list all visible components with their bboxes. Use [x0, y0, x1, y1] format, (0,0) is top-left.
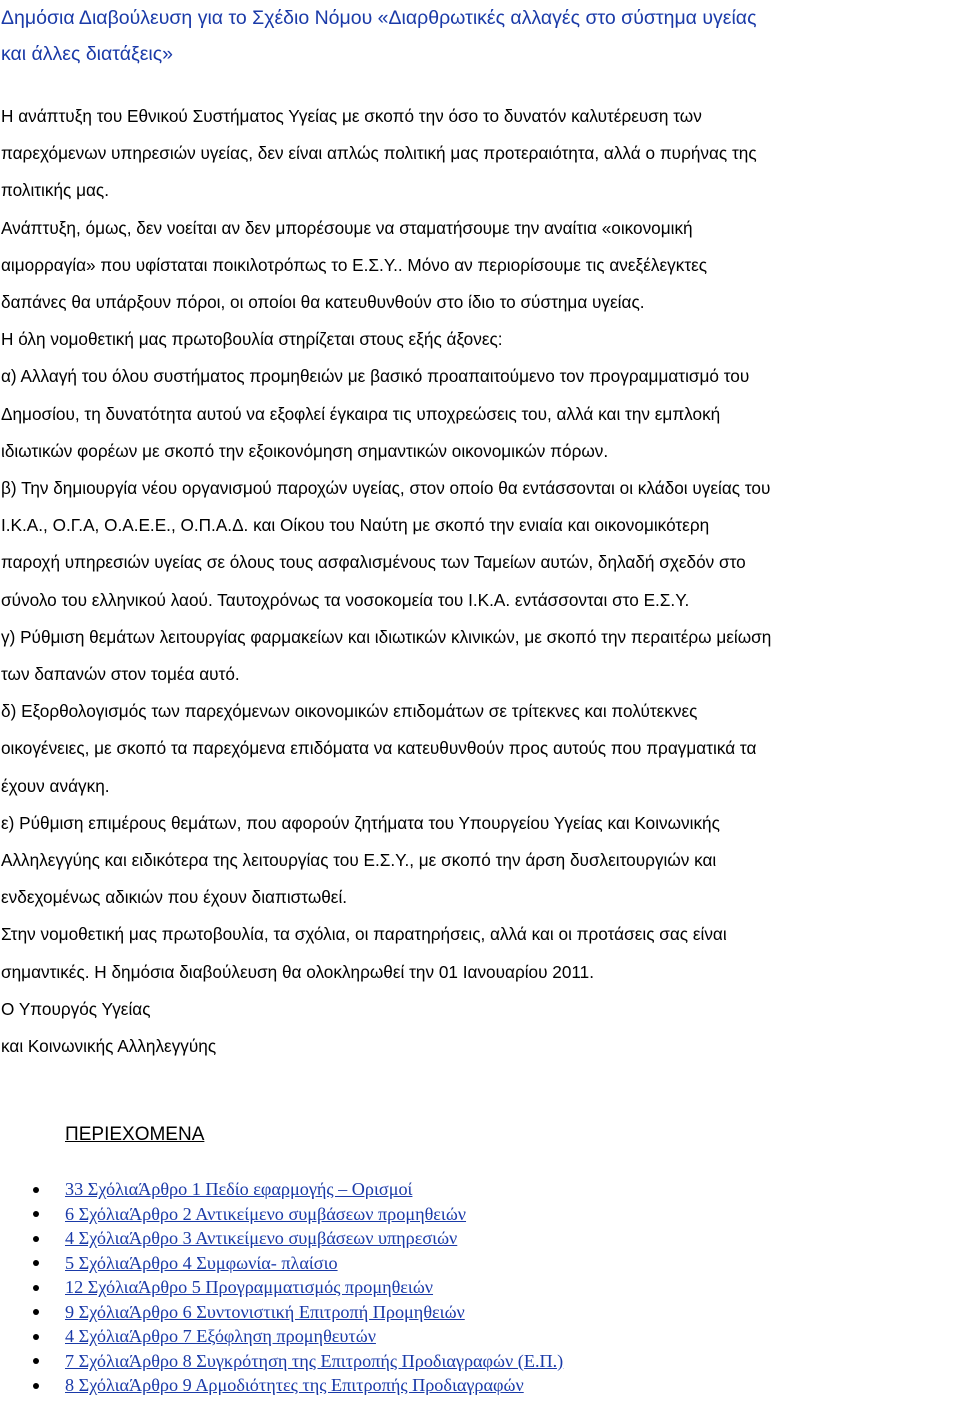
- body-line: ε) Ρύθμιση επιμέρους θεμάτων, που αφορούν ζητήματα του Υπουργείου Υγείας και Κοινωνικής: [1, 812, 720, 833]
- list-item: [65, 1349, 960, 1374]
- list-item: [65, 1251, 960, 1276]
- list-item: [65, 1177, 960, 1202]
- body-line: δ) Εξορθολογισμός των παρεχόμενων οικονομικών επιδομάτων σε τρίτεκνες και πολύτεκνες: [1, 701, 698, 722]
- body-line: γ) Ρύθμιση θεμάτων λειτουργίας φαρμακείων και ιδιωτικών κλινικών, με σκοπό την περαιτέρω μείωση: [1, 626, 772, 647]
- body-line: έχουν ανάγκη.: [1, 775, 110, 796]
- toc-link-article-5[interactable]: 12 ΣχόλιαΆρθρο 5 Προγραμματισμός προμηθειών: [65, 1277, 434, 1298]
- toc-heading: ΠΕΡΙΕΧΟΜΕΝΑ: [65, 1124, 205, 1146]
- body-line: παροχή υπηρεσιών υγείας σε όλους τους ασφαλισμένους των Ταμείων αυτών, δηλαδή σχεδόν στο: [1, 552, 746, 573]
- page-title: [0, 0, 960, 72]
- body-line: Ι.Κ.Α., Ο.Γ.Α, Ο.Α.Ε.Ε., Ο.Π.Α.Δ. και Οίκου του Ναύτη με σκοπό την ενιαία και οικονομικότερη: [1, 515, 710, 536]
- body-line: Η ανάπτυξη του Εθνικού Συστήματος Υγείας με σκοπό την όσο το δυνατόν καλυτέρευση των: [1, 106, 702, 126]
- body-line: Η όλη νομοθετική μας πρωτοβουλία στηρίζεται στους εξής άξονες:: [1, 329, 503, 350]
- body-line: πολιτικής μας.: [1, 180, 109, 201]
- body-line: α) Αλλαγή του όλου συστήματος προμηθειών με βασικό προαπαιτούμενο τον προγραμματισμό του: [1, 366, 750, 387]
- toc-link-article-3[interactable]: 4 ΣχόλιαΆρθρο 3 Αντικείμενο συμβάσεων υπηρεσιών: [65, 1228, 458, 1249]
- toc-link-article-1[interactable]: 33 ΣχόλιαΆρθρο 1 Πεδίο εφαρμογής – Ορισμοί: [65, 1179, 413, 1200]
- page-title-line: και άλλες διατάξεις»: [1, 43, 173, 65]
- toc-link-article-9[interactable]: 8 ΣχόλιαΆρθρο 9 Αρμοδιότητες της Επιτροπής Προδιαγραφών: [65, 1375, 524, 1396]
- body-line: δαπάνες θα υπάρξουν πόροι, οι οποίοι θα κατευθυνθούν στο ίδιο το σύστημα υγείας.: [1, 292, 645, 313]
- list-item: [65, 1226, 960, 1251]
- body-line: σημαντικές. Η δημόσια διαβούλευση θα ολοκληρωθεί την 01 Ιανουαρίου 2011.: [1, 961, 595, 982]
- list-item: [65, 1373, 960, 1398]
- body-line: παρεχόμενων υπηρεσιών υγείας, δεν είναι απλώς πολιτική μας προτεραιότητα, αλλά ο πυρήνας της: [1, 143, 757, 164]
- signature-title: Ο Υπουργός Υγείας: [1, 998, 151, 1019]
- toc-link-article-8[interactable]: 7 ΣχόλιαΆρθρο 8 Συγκρότηση της Επιτροπής Προδιαγραφών (Ε.Π.): [65, 1350, 564, 1371]
- body-line: ιδιωτικών φορέων με σκοπό την εξοικονόμηση σημαντικών οικονομικών πόρων.: [1, 440, 609, 461]
- page-title-line: Δημόσια Διαβούλευση για το Σχέδιο Νόμου «Διαρθρωτικές αλλαγές στο σύστημα υγείας: [1, 7, 757, 29]
- toc-link-article-2[interactable]: 6 ΣχόλιαΆρθρο 2 Αντικείμενο συμβάσεων προμηθειών: [65, 1203, 467, 1224]
- list-item: [65, 1324, 960, 1349]
- table-of-contents: [0, 1123, 960, 1398]
- list-item: [65, 1275, 960, 1300]
- toc-link-article-6[interactable]: 9 ΣχόλιαΆρθρο 6 Συντονιστική Επιτροπή Προμηθειών: [65, 1301, 465, 1322]
- document-body: [0, 98, 960, 1065]
- body-line: οικογένειες, με σκοπό τα παρεχόμενα επιδόματα να κατευθυνθούν προς αυτούς που πραγματικά τα: [1, 738, 757, 759]
- body-line: β) Την δημιουργία νέου οργανισμού παροχών υγείας, στον οποίο θα εντάσσονται οι κλάδοι υγείας του: [1, 478, 771, 499]
- body-line: σύνολο του ελληνικού λαού. Ταυτοχρόνως τα νοσοκομεία του Ι.Κ.Α. εντάσσονται στο Ε.Σ.Υ.: [1, 589, 690, 610]
- body-line: Δημοσίου, τη δυνατότητα αυτού να εξοφλεί έγκαιρα τις υποχρεώσεις του, αλλά και την εμπλοκή: [1, 403, 721, 424]
- body-line: αιμορραγία» που υφίσταται ποικιλοτρόπως το Ε.Σ.Υ.. Μόνο αν περιορίσουμε τις ανεξέλεγκτες: [1, 254, 708, 275]
- body-line: Ανάπτυξη, όμως, δεν νοείται αν δεν μπορέσουμε να σταματήσουμε την αναίτια «οικονομική: [1, 217, 693, 238]
- signature-ministry: και Κοινωνικής Αλληλεγγύης: [1, 1036, 217, 1057]
- body-line: Στην νομοθετική μας πρωτοβουλία, τα σχόλια, οι παρατηρήσεις, αλλά και οι προτάσεις σας είναι: [1, 924, 727, 945]
- toc-link-article-7[interactable]: 4 ΣχόλιαΆρθρο 7 Εξόφληση προμηθευτών: [65, 1326, 376, 1347]
- toc-link-article-4[interactable]: 5 ΣχόλιαΆρθρο 4 Συμφωνία- πλαίσιο: [65, 1252, 338, 1273]
- body-line: των δαπανών στον τομέα αυτό.: [1, 664, 240, 685]
- body-line: ενδεχομένως αδικιών που έχουν διαπιστωθεί.: [1, 887, 348, 908]
- list-item: [65, 1300, 960, 1325]
- body-line: Αλληλεγγύης και ειδικότερα της λειτουργίας του Ε.Σ.Υ., με σκοπό την άρση δυσλειτουργιών και: [1, 850, 717, 871]
- list-item: [65, 1202, 960, 1227]
- toc-list: [65, 1177, 960, 1398]
